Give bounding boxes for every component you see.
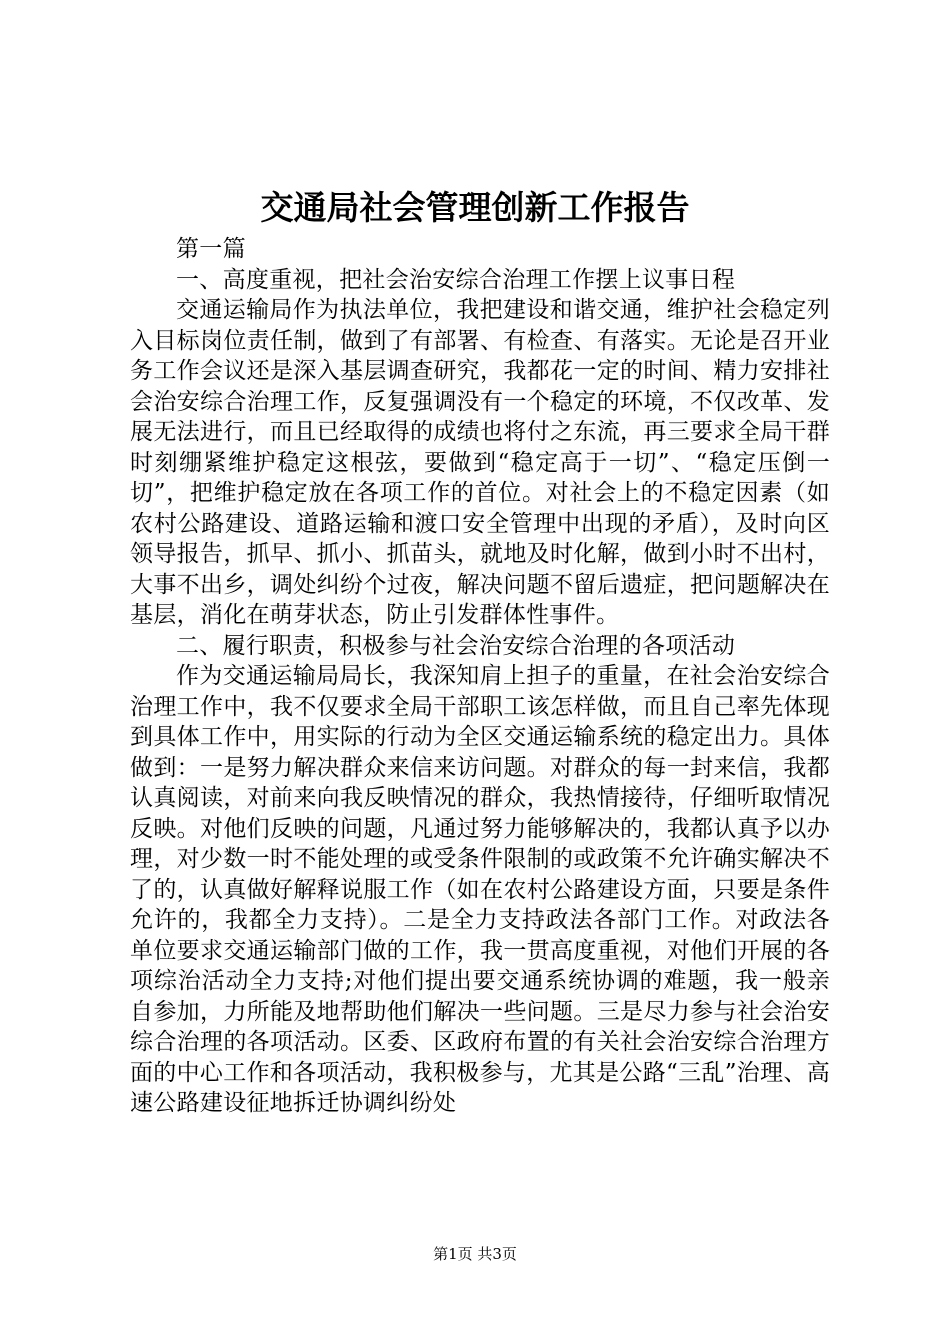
body-paragraph-1: 交通运输局作为执法单位，我把建设和谐交通，维护社会稳定列入目标岗位责任制，做到了有部署、有检查、有落实。无论是召开业务工作会议还是深入基层调查研究，我都花一定的时间、精力安排社会治安综合治理工作，反复强调没有一个稳定的环境，不仅改革、发展无法进行，而且已经取得的成绩也将付之东流，再三要求全局干群时刻绷紧维护稳定这根弦，要做到“稳定高于一切”、“稳定压倒一切”，把维护稳定放在各项工作的首位。对社会上的不稳定因素（如农村公路建设、道路运输和渡口安全管理中出现的矛盾），及时向区领导报告，抓早、抓小、抓苗头，就地及时化解，做到小时不出村，大事不出乡，调处纠纷个过夜，解决问题不留后遗症，把问题解决在基层，消化在萌芽状态，防止引发群体性事件。 — [130, 297, 830, 628]
body-paragraph-2: 作为交通运输局局长，我深知肩上担子的重量，在社会治安综合治理工作中，我不仅要求全局干部职工该怎样做，而且自己率先体现到具体工作中，用实际的行动为全区交通运输系统的稳定出力。具体做到：一是努力解决群众来信来访问题。对群众的每一封来信，我都认真阅读，对前来向我反映情况的群众，我热情接待，仔细听取情况反映。对他们反映的问题，凡通过努力能够解决的，我都认真予以办理，对少数一时不能处理的或受条件限制的或政策不允许确实解决不了的，认真做好解释说服工作（如在农村公路建设方面，只要是条件允许的，我都全力支持）。二是全力支持政法各部门工作。对政法各单位要求交通运输部门做的工作，我一贯高度重视，对他们开展的各项综治活动全力支持;对他们提出要交通系统协调的难题，我一般亲自参加，力所能及地帮助他们解决一些问题。三是尽力参与社会治安综合治理的各项活动。区委、区政府布置的有关社会治安综合治理方面的中心工作和各项活动，我积极参与，尤其是公路“三乱”治理、高速公路建设征地拆迁协调纠纷处 — [130, 663, 830, 1116]
section-heading-2: 二、履行职责，积极参与社会治安综合治理的各项活动 — [176, 632, 736, 659]
document-title: 交通局社会管理创新工作报告 — [260, 188, 690, 227]
section-heading-1: 一、高度重视，把社会治安综合治理工作摆上议事日程 — [176, 266, 736, 293]
document-body — [130, 234, 830, 1119]
section-label: 第一篇 — [176, 236, 246, 262]
page-number-footer: 第1页 共3页 — [433, 1245, 517, 1263]
